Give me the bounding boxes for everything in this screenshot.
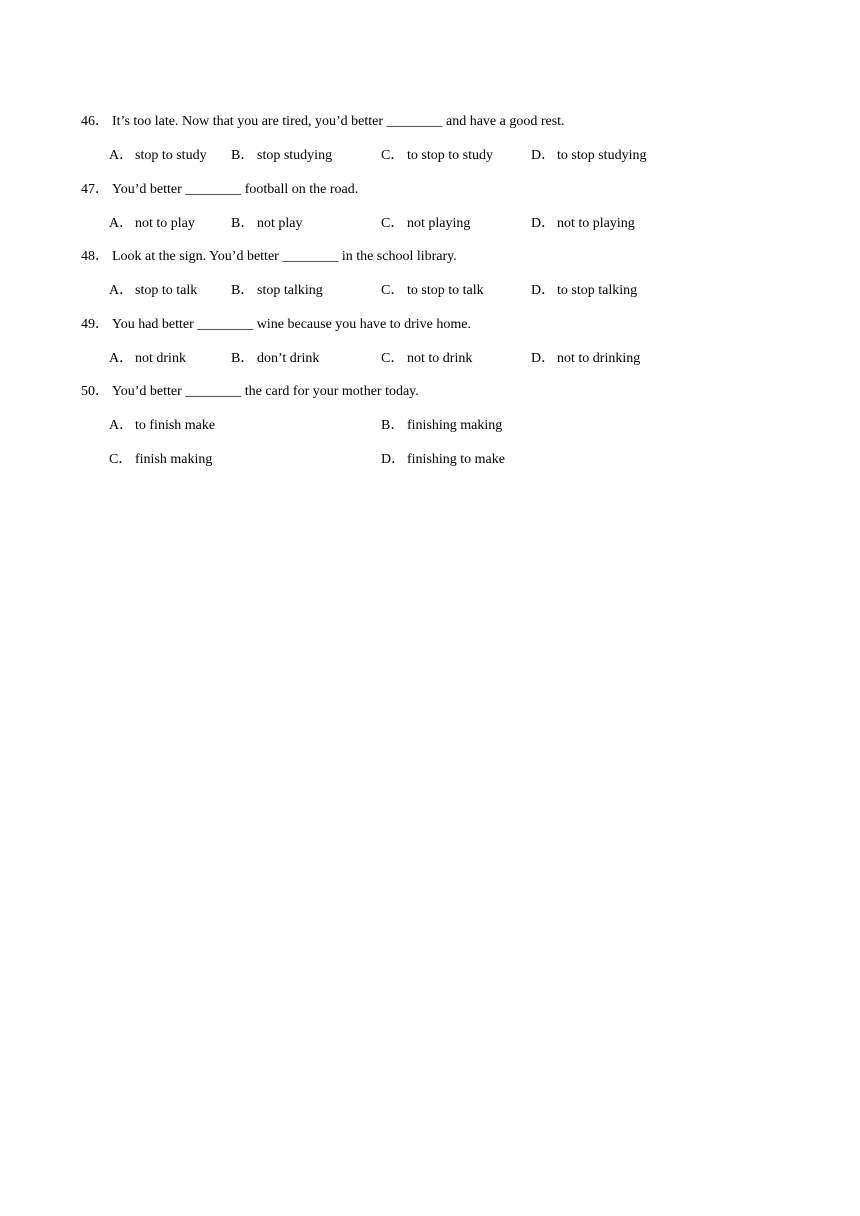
question-text: You’d better ________ the card for your mother today. <box>112 384 419 399</box>
option-text: to stop to talk <box>407 283 484 298</box>
option-c[interactable] <box>381 215 470 233</box>
option-b[interactable] <box>231 215 303 233</box>
option-text: stop studying <box>257 148 333 163</box>
option-letter: C． <box>381 148 405 163</box>
option-d[interactable] <box>531 147 646 165</box>
option-letter: D． <box>531 216 556 231</box>
option-text: not playing <box>407 216 471 231</box>
option-text: finishing to make <box>407 452 505 467</box>
option-letter: A． <box>109 216 134 231</box>
option-text: stop to talk <box>135 283 198 298</box>
option-letter: C． <box>381 283 405 298</box>
option-letter: A． <box>109 148 134 163</box>
option-d[interactable] <box>531 350 640 368</box>
option-c[interactable] <box>381 147 493 165</box>
option-d[interactable] <box>531 282 637 300</box>
option-text: finish making <box>135 452 213 467</box>
question-46 <box>81 113 801 165</box>
option-text: to finish make <box>135 418 216 433</box>
options-row <box>81 282 801 300</box>
option-letter: A． <box>109 418 134 433</box>
option-c[interactable] <box>381 350 472 368</box>
option-text: not play <box>257 216 303 231</box>
option-a[interactable] <box>109 282 197 300</box>
option-letter: B． <box>231 148 255 163</box>
question-48 <box>81 248 801 300</box>
options-row <box>81 451 801 469</box>
option-letter: C． <box>109 452 133 467</box>
question-49 <box>81 316 801 368</box>
question-text: It’s too late. Now that you are tired, you’d better ________ and have a good rest. <box>112 114 565 129</box>
question-stem <box>81 181 801 199</box>
option-letter: D． <box>531 351 556 366</box>
option-c[interactable] <box>381 282 484 300</box>
option-text: don’t drink <box>257 351 320 366</box>
option-text: finishing making <box>407 418 503 433</box>
option-letter: D． <box>381 452 406 467</box>
options-row <box>81 417 801 435</box>
option-c[interactable] <box>109 451 212 469</box>
option-text: not to drink <box>407 351 473 366</box>
question-number: 46． <box>81 114 109 129</box>
option-b[interactable] <box>231 282 323 300</box>
question-50 <box>81 383 801 469</box>
question-text: Look at the sign. You’d better ________ in the school library. <box>112 249 457 264</box>
question-text: You had better ________ wine because you have to drive home. <box>112 317 471 332</box>
question-stem <box>81 113 801 131</box>
option-text: not to play <box>135 216 195 231</box>
question-47 <box>81 181 801 233</box>
options-row <box>81 147 801 165</box>
option-text: stop talking <box>257 283 323 298</box>
option-a[interactable] <box>109 417 215 435</box>
question-stem <box>81 316 801 334</box>
question-number: 50． <box>81 384 109 399</box>
option-d[interactable] <box>381 451 505 469</box>
option-a[interactable] <box>109 215 195 233</box>
options-row <box>81 350 801 368</box>
option-letter: D． <box>531 283 556 298</box>
option-letter: C． <box>381 351 405 366</box>
option-text: not drink <box>135 351 186 366</box>
option-text: to stop studying <box>557 148 647 163</box>
option-text: not to drinking <box>557 351 641 366</box>
option-letter: A． <box>109 351 134 366</box>
options-row <box>81 215 801 233</box>
question-text: You’d better ________ football on the road. <box>112 182 359 197</box>
question-number: 47． <box>81 182 109 197</box>
option-b[interactable] <box>381 417 502 435</box>
question-number: 48． <box>81 249 109 264</box>
question-stem <box>81 383 801 401</box>
option-text: to stop talking <box>557 283 638 298</box>
option-text: to stop to study <box>407 148 493 163</box>
option-text: stop to study <box>135 148 207 163</box>
option-letter: B． <box>231 216 255 231</box>
option-a[interactable] <box>109 350 186 368</box>
option-b[interactable] <box>231 147 332 165</box>
question-stem <box>81 248 801 266</box>
option-letter: A． <box>109 283 134 298</box>
option-letter: B． <box>381 418 405 433</box>
option-d[interactable] <box>531 215 635 233</box>
option-letter: B． <box>231 283 255 298</box>
option-letter: B． <box>231 351 255 366</box>
option-text: not to playing <box>557 216 635 231</box>
option-b[interactable] <box>231 350 319 368</box>
question-number: 49． <box>81 317 109 332</box>
option-letter: D． <box>531 148 556 163</box>
option-a[interactable] <box>109 147 207 165</box>
option-letter: C． <box>381 216 405 231</box>
